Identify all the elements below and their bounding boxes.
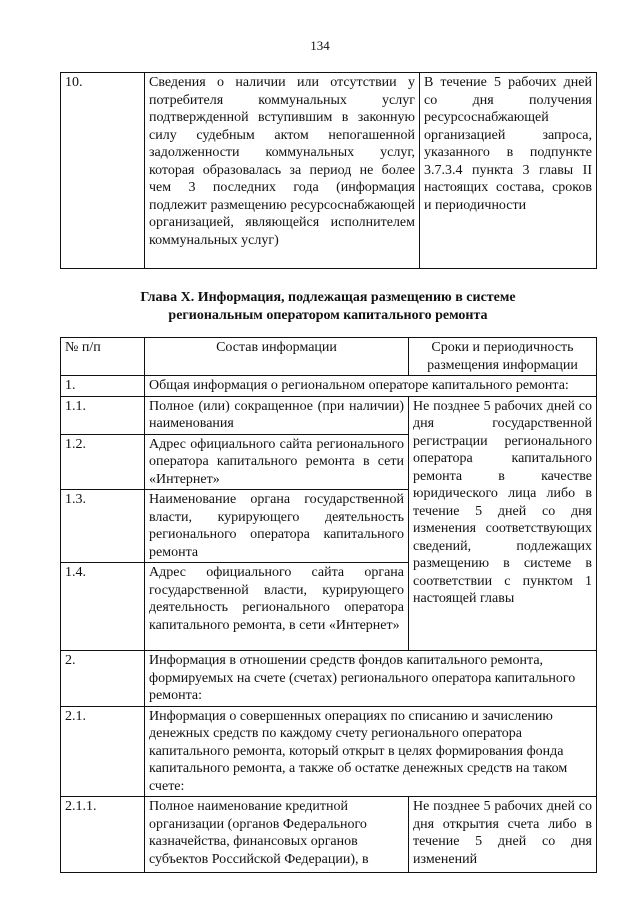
row-content: Сведения о наличии или отсутствии у потребителя коммунальных услуг подтвержденной вступившим в законную силу судебным актом непогашенной задолженности коммунальных услуг, которая образовалась за период не более чем 3 последних года (информация подлежит размещению ресурсоснабжающей организацией, являющейся исполнителем коммунальных услуг)	[145, 73, 420, 269]
row-number: 1.4.	[61, 563, 145, 651]
chapter-heading-line1: Глава X. Информация, подлежащая размещению в системе	[140, 290, 516, 305]
table-row	[61, 706, 597, 797]
table-row	[61, 797, 597, 873]
group1-timing: Не позднее 5 рабочих дней со дня государственной регистрации регионального оператора капитального ремонта в качестве юридического лица либо в течение 5 дней со дня изменения соответствующих сведений, подлежащих размещению в системе в соответствии с пунктом 1 настоящей главы	[409, 396, 597, 651]
row-content: Информация о совершенных операциях по списанию и зачислению денежных средств по каждому счету регионального оператора капитального ремонта, который открыт в целях формирования фонда капитального ремонта, а также об остатке денежных средств на таком счете:	[145, 706, 597, 797]
row-number: 1.2.	[61, 434, 145, 490]
row-content: Адрес официального сайта регионального оператора капитального ремонта в сети «Интернет»	[145, 434, 409, 490]
row-content: Общая информация о региональном операторе капитального ремонта:	[145, 376, 597, 397]
row-timing: Не позднее 5 рабочих дней со дня открытия счета либо в течение 5 дней со дня изменений	[409, 797, 597, 873]
row-content: Полное наименование кредитной организации (органов Федерального казначейства, финансовых органов субъектов Российской Федерации), в	[145, 797, 409, 873]
table-row	[61, 651, 597, 707]
table-row	[61, 73, 597, 269]
row-number: 10.	[61, 73, 145, 269]
row-number: 1.3.	[61, 490, 145, 563]
table-row	[61, 396, 597, 434]
row-number: 1.	[61, 376, 145, 397]
row-content: Наименование органа государственной власти, курирующего деятельность регионального оператора капитального ремонта	[145, 490, 409, 563]
page-number: 134	[310, 38, 330, 53]
row-number: 2.	[61, 651, 145, 707]
table-row	[61, 376, 597, 397]
row-number: 2.1.	[61, 706, 145, 797]
header-content: Состав информации	[145, 338, 409, 376]
header-timing: Сроки и периодичность размещения информации	[409, 338, 597, 376]
row-content: Информация в отношении средств фондов капитального ремонта, формируемых на счете (счетах) регионального оператора капитального ремонта:	[145, 651, 597, 707]
top-table	[60, 72, 597, 269]
row-number: 2.1.1.	[61, 797, 145, 873]
row-number: 1.1.	[61, 396, 145, 434]
row-content: Адрес официального сайта органа государственной власти, курирующего деятельность регионального оператора капитального ремонта, в сети «Интернет»	[145, 563, 409, 651]
main-table	[60, 337, 597, 873]
header-row	[61, 338, 597, 376]
header-num: № п/п	[61, 338, 145, 376]
row-content: Полное (или) сокращенное (при наличии) наименования	[145, 396, 409, 434]
chapter-heading	[60, 289, 596, 325]
chapter-heading-line2: региональным оператором капитального ремонта	[168, 308, 488, 323]
row-timing: В течение 5 рабочих дней со дня получения ресурсоснабжающей организацией запроса, указанного в подпункте 3.7.3.4 пункта 3 главы II настоящих состава, сроков и периодичности	[420, 73, 597, 269]
